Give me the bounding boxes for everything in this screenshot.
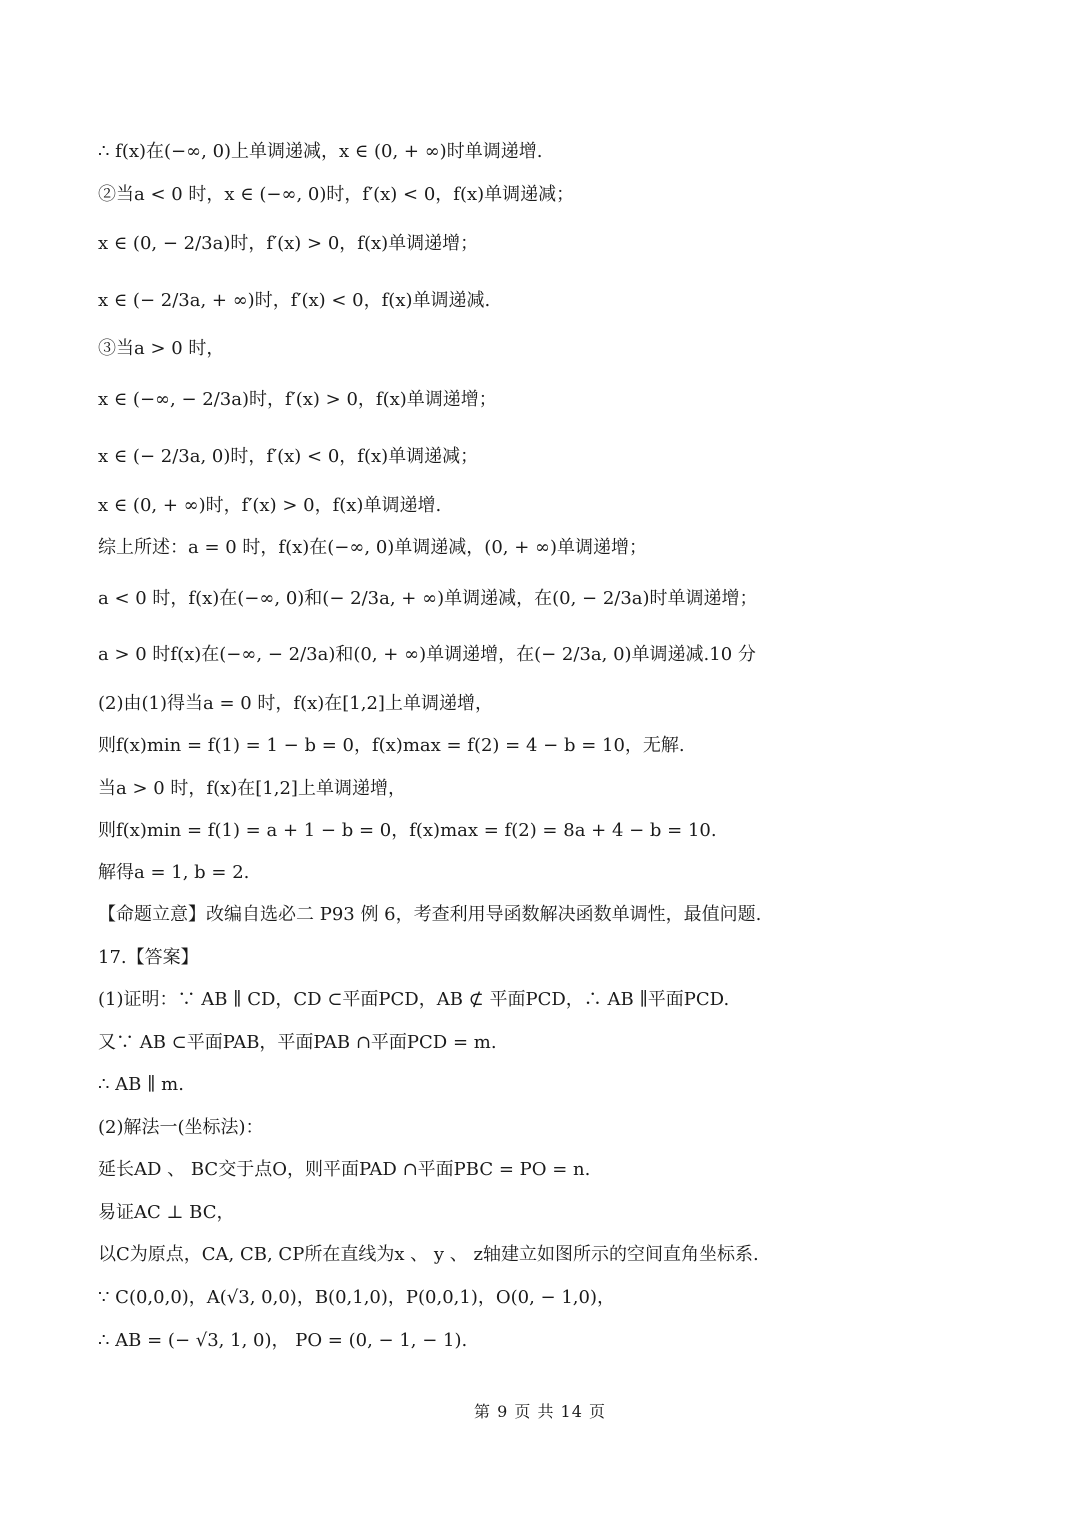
- text-line: 则f(x)min = f(1) = 1 − b = 0，f(x)max = f(2) = 4 − b = 10，无解.: [98, 735, 685, 756]
- text-line: (2)由(1)得当a = 0 时，f(x)在[1,2]上单调递增，: [98, 693, 493, 714]
- text-line: ∵ C(0,0,0)，A(√3, 0,0)，B(0,1,0)，P(0,0,1)，O(0, − 1,0)，: [98, 1287, 615, 1308]
- text-line: 17.【答案】: [98, 947, 199, 968]
- text-line: 又∵ AB ⊂平面PAB，平面PAB ∩平面PCD = m.: [98, 1032, 497, 1053]
- text-line: 易证AC ⊥ BC，: [98, 1202, 235, 1223]
- text-line: a < 0 时，f(x)在(−∞, 0)和(− 2/3a, + ∞)单调递减，在(0, − 2/3a)时单调递增；: [98, 588, 758, 609]
- text-line: x ∈ (− 2/3a, + ∞)时，f′(x) < 0，f(x)单调递减.: [98, 290, 491, 311]
- text-line: 【命题立意】改编自选必二 P93 例 6，考查利用导函数解决函数单调性，最值问题.: [98, 904, 762, 925]
- page-footer: 第 9 页 共 14 页: [474, 1402, 606, 1421]
- text-line: ③当a > 0 时，: [98, 338, 225, 359]
- text-line: x ∈ (0, − 2/3a)时，f′(x) > 0，f(x)单调递增；: [98, 233, 479, 254]
- text-line: ∴ AB ∥ m.: [98, 1074, 184, 1095]
- text-line: (2)解法一(坐标法)：: [98, 1117, 264, 1138]
- text-line: 则f(x)min = f(1) = a + 1 − b = 0，f(x)max = f(2) = 8a + 4 − b = 10.: [98, 820, 717, 841]
- text-line: a > 0 时f(x)在(−∞, − 2/3a)和(0, + ∞)单调递增，在(− 2/3a, 0)单调递减.10 分: [98, 644, 756, 665]
- text-line: 解得a = 1, b = 2.: [98, 862, 250, 883]
- text-line: x ∈ (− 2/3a, 0)时，f′(x) < 0，f(x)单调递减；: [98, 446, 479, 467]
- text-line: 延长AD 、 BC交于点O，则平面PAD ∩平面PBC = PO = n.: [98, 1159, 591, 1180]
- text-line: ∴ f(x)在(−∞, 0)上单调递减，x ∈ (0, + ∞)时单调递增.: [98, 141, 543, 162]
- text-line: 综上所述：a = 0 时，f(x)在(−∞, 0)单调递减，(0, + ∞)单调递增；: [98, 537, 648, 558]
- text-line: ②当a < 0 时，x ∈ (−∞, 0)时，f′(x) < 0，f(x)单调递减；: [98, 184, 575, 205]
- text-line: (1)证明：∵ AB ∥ CD，CD ⊂平面PCD，AB ⊄ 平面PCD，∴ AB ∥平面PCD.: [98, 989, 730, 1010]
- text-line: ∴ AB = (− √3, 1, 0)， PO = (0, − 1, − 1).: [98, 1330, 468, 1351]
- text-line: 以C为原点，CA, CB, CP所在直线为x 、 y 、 z轴建立如图所示的空间直角坐标系.: [98, 1244, 759, 1265]
- text-line: x ∈ (−∞, − 2/3a)时，f′(x) > 0，f(x)单调递增；: [98, 389, 497, 410]
- text-line: 当a > 0 时，f(x)在[1,2]上单调递增，: [98, 778, 406, 799]
- text-line: x ∈ (0, + ∞)时，f′(x) > 0，f(x)单调递增.: [98, 495, 442, 516]
